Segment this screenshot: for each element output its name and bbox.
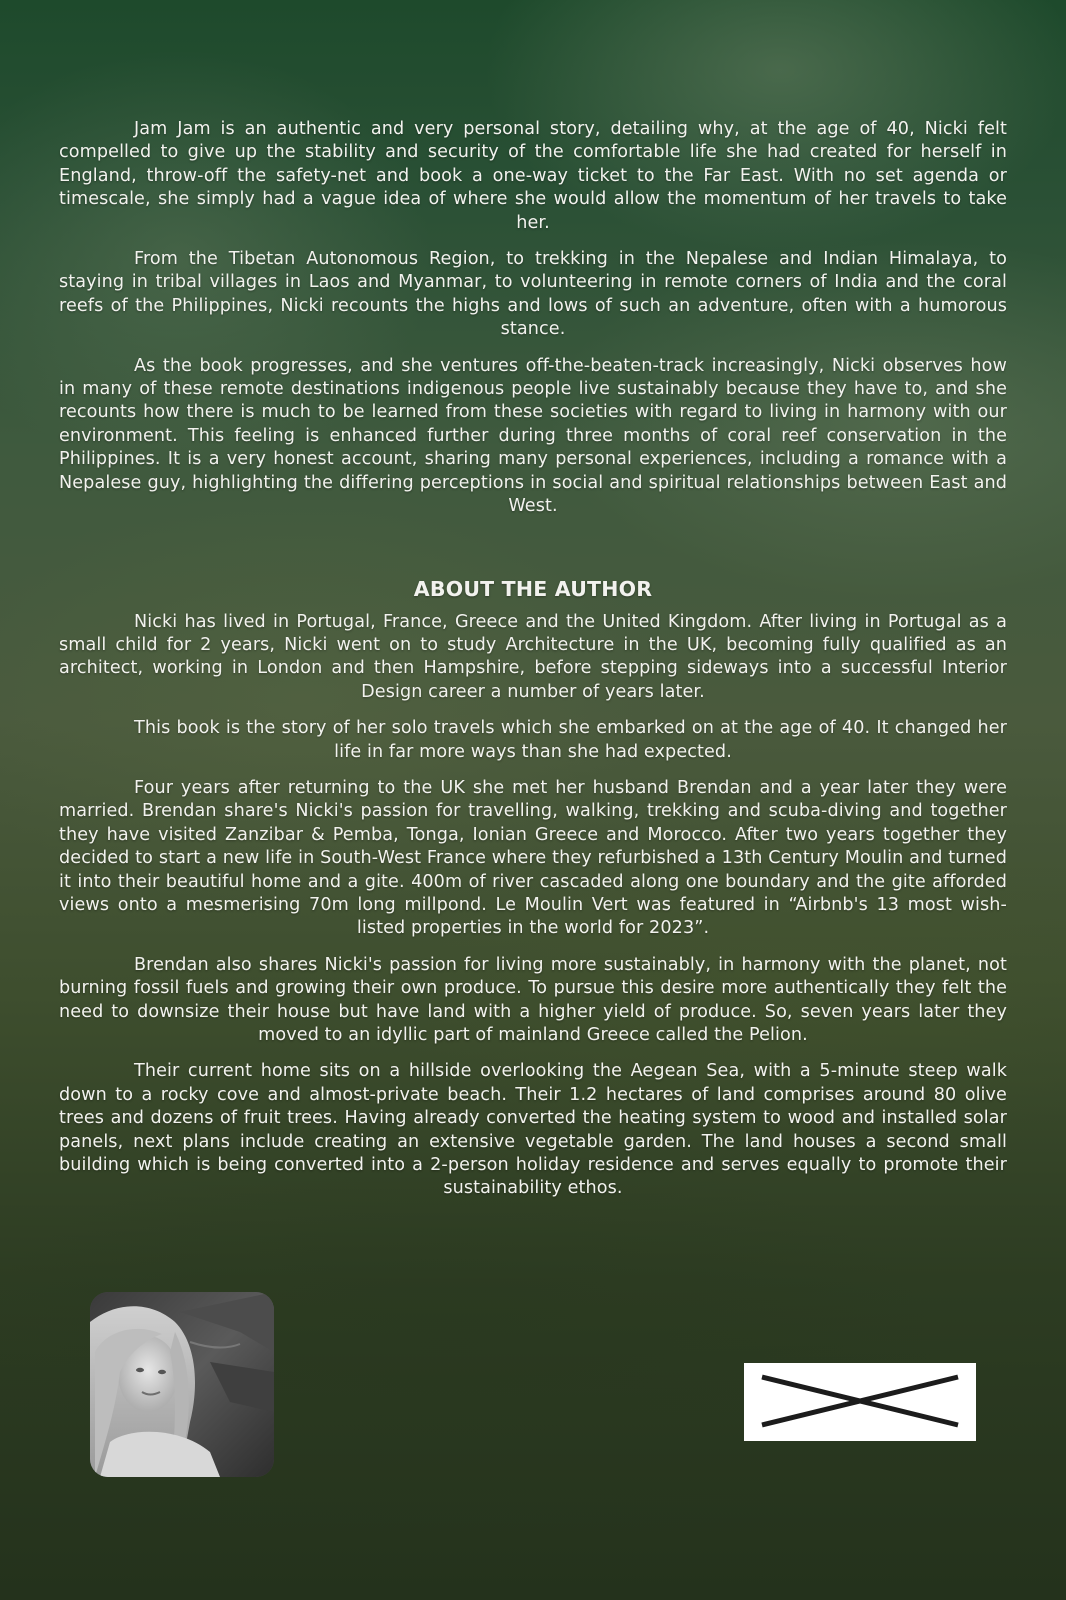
description-paragraph-2: From the Tibetan Autonomous Region, to trekking in the Nepalese and Indian Himalaya, to staying in tribal villages in Laos and Myanmar, to volunteering in remote corners of India and the coral reefs of the Philippines, Nicki recounts the highs and lows of such an adventure, often with a humorous stance.	[59, 249, 1007, 340]
description-paragraph-1: Jam Jam is an authentic and very personal story, detailing why, at the age of 40, Nicki felt compelled to give up the stability and security of the comfortable life she had created for herself in England, throw-off the safety-net and book a one-way ticket to the Far East. With no set agenda or timescale, she simply had a vague idea of where she would allow the momentum of her travels to take her.	[59, 119, 1007, 233]
bio-paragraph-3: Four years after returning to the UK she met her husband Brendan and a year later they were married. Brendan share's Nicki's passion for travelling, walking, trekking and scuba-diving and together they have visited Zanzibar & Pemba, Tonga, Ionian Greece and Morocco. After two years together they decided to start a new life in South-West France where they refurbished a 13th Century Moulin and turned it into their beautiful home and a gite. 400m of river cascaded along one boundary and the gite afforded views onto a mesmerising 70m long millpond. Le Moulin Vert was featured in “Airbnb's 13 most wish-listed properties in the world for 2023”.	[59, 777, 1007, 939]
bio-paragraph-5: Their current home sits on a hillside overlooking the Aegean Sea, with a 5-minute steep walk down to a rocky cove and almost-private beach. Their 1.2 hectares of land comprises around 80 olive trees and dozens of fruit trees. Having already converted the heating system to wood and installed solar panels, next plans include creating an extensive vegetable garden. The land houses a second small building which is being converted into a 2-person holiday residence and serves equally to promote their sustainability ethos.	[59, 1061, 1007, 1199]
author-portrait-image	[90, 1292, 274, 1477]
bio-paragraph-2: This book is the story of her solo travels which she embarked on at the age of 40. It changed her life in far more ways than she had expected.	[134, 718, 1007, 762]
author-photo	[90, 1292, 274, 1477]
bio-paragraph-4: Brendan also shares Nicki's passion for living more sustainably, in harmony with the planet, not burning fossil fuels and growing their own produce. To pursue this desire more authentically they felt the need to downsize their house but have land with a higher yield of produce. So, seven years later they moved to an idyllic part of mainland Greece called the Pelion.	[59, 954, 1007, 1045]
crossed-lines-icon	[744, 1363, 976, 1441]
description-paragraph-3: As the book progresses, and she ventures off-the-beaten-track increasingly, Nicki observes how in many of these remote destinations indigenous people live sustainably because they have to, and she recounts how there is much to be learned from these societies with regard to living in harmony with our environment. This feeling is enhanced further during three months of coral reef conservation in the Philippines. It is a very honest account, sharing many personal experiences, including a romance with a Nepalese guy, highlighting the differing perceptions in social and spiritual relationships between East and West.	[59, 355, 1007, 517]
barcode-placeholder	[744, 1363, 976, 1441]
bio-paragraph-1: Nicki has lived in Portugal, France, Greece and the United Kingdom. After living in Portugal as a small child for 2 years, Nicki went on to study Architecture in the UK, becoming fully qualified as an architect, working in London and then Hampshire, before stepping sideways into a successful Interior Design career a number of years later.	[59, 611, 1007, 702]
book-description	[59, 118, 1007, 519]
about-author-heading: ABOUT THE AUTHOR	[413, 576, 653, 601]
author-bio	[59, 611, 1007, 1201]
back-cover-text	[59, 118, 1007, 1214]
